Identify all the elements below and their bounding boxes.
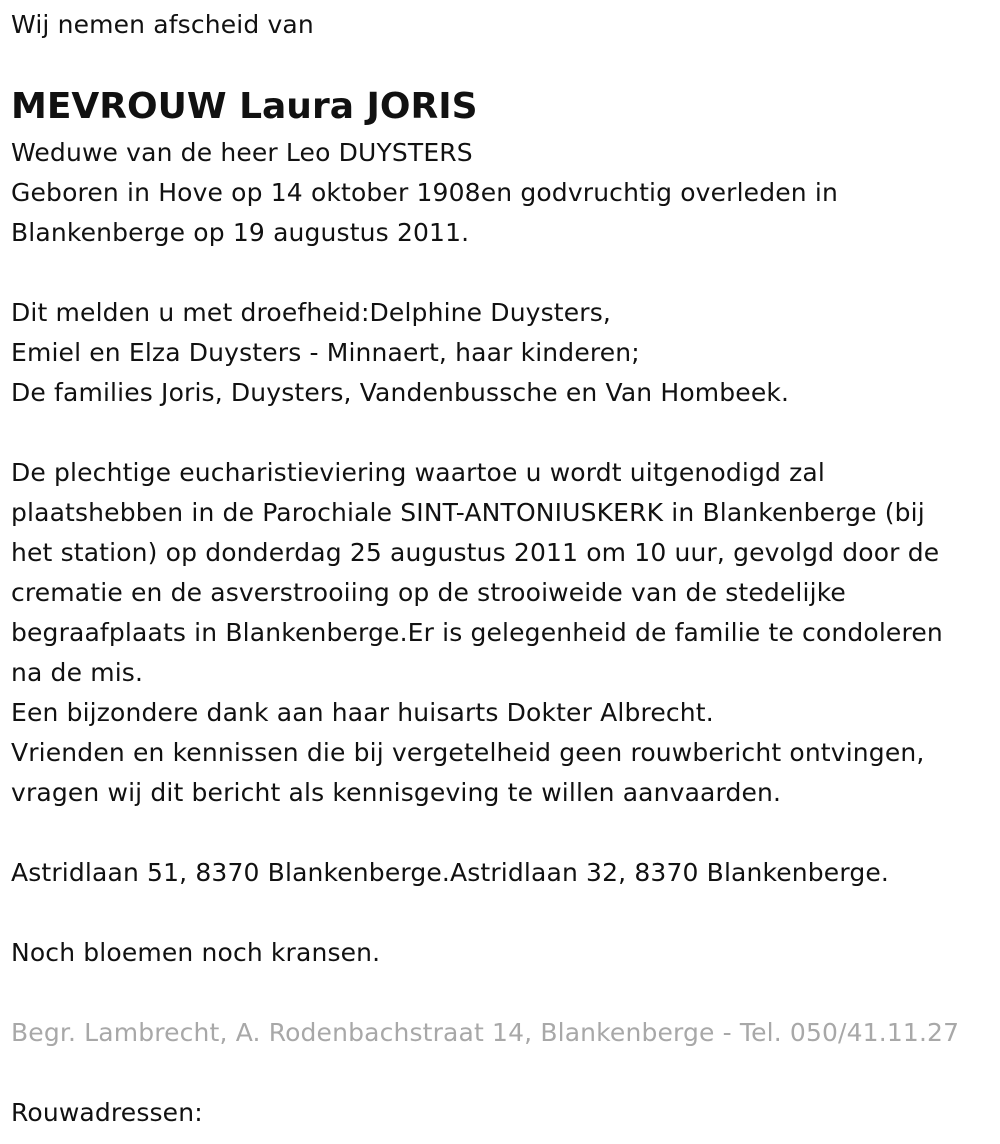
mourners-line: Dit melden u met droefheid:Delphine Duysters, <box>11 298 611 327</box>
undertaker-line: Begr. Lambrecht, A. Rodenbachstraat 14, Blankenberge - Tel. 050/41.11.27 <box>11 1018 960 1047</box>
service-line: plaatshebben in de Parochiale SINT-ANTONIUSKERK in Blankenberge (bij <box>11 498 925 527</box>
service-line: na de mis. <box>11 658 144 687</box>
service-block <box>11 453 943 813</box>
service-line: De plechtige eucharistieviering waartoe u wordt uitgenodigd zal <box>11 458 825 487</box>
mourners-block <box>11 293 789 413</box>
mourners-line: De families Joris, Duysters, Vandenbussche en Van Hombeek. <box>11 378 790 407</box>
mourners-line: Emiel en Elza Duysters - Minnaert, haar kinderen; <box>11 338 640 367</box>
service-line: het station) op donderdag 25 augustus 2011 om 10 uur, gevolgd door de <box>11 538 940 567</box>
birth-line: Geboren in Hove op 14 oktober 1908en godvruchtig overleden in <box>11 178 838 207</box>
addresses-line: Astridlaan 51, 8370 Blankenberge.Astridlaan 32, 8370 Blankenberge. <box>11 858 889 887</box>
service-line: crematie en de asverstrooiing op de strooiweide van de stedelijke <box>11 578 846 607</box>
service-line: Vrienden en kennissen die bij vergetelheid geen rouwbericht ontvingen, <box>11 738 925 767</box>
flowers-line: Noch bloemen noch kransen. <box>11 938 381 967</box>
widow-line: Weduwe van de heer Leo DUYSTERS <box>11 138 473 167</box>
deceased-name: MEVROUW Laura JORIS <box>11 86 478 127</box>
death-line: Blankenberge op 19 augustus 2011. <box>11 218 470 247</box>
rouwadressen-label: Rouwadressen: <box>11 1098 203 1127</box>
service-line: Een bijzondere dank aan haar huisarts Dokter Albrecht. <box>11 698 714 727</box>
service-line: begraafplaats in Blankenberge.Er is gelegenheid de familie te condoleren <box>11 618 943 647</box>
intro-text: Wij nemen afscheid van <box>11 10 314 39</box>
service-line: vragen wij dit bericht als kennisgeving te willen aanvaarden. <box>11 778 782 807</box>
details-block <box>11 133 838 253</box>
